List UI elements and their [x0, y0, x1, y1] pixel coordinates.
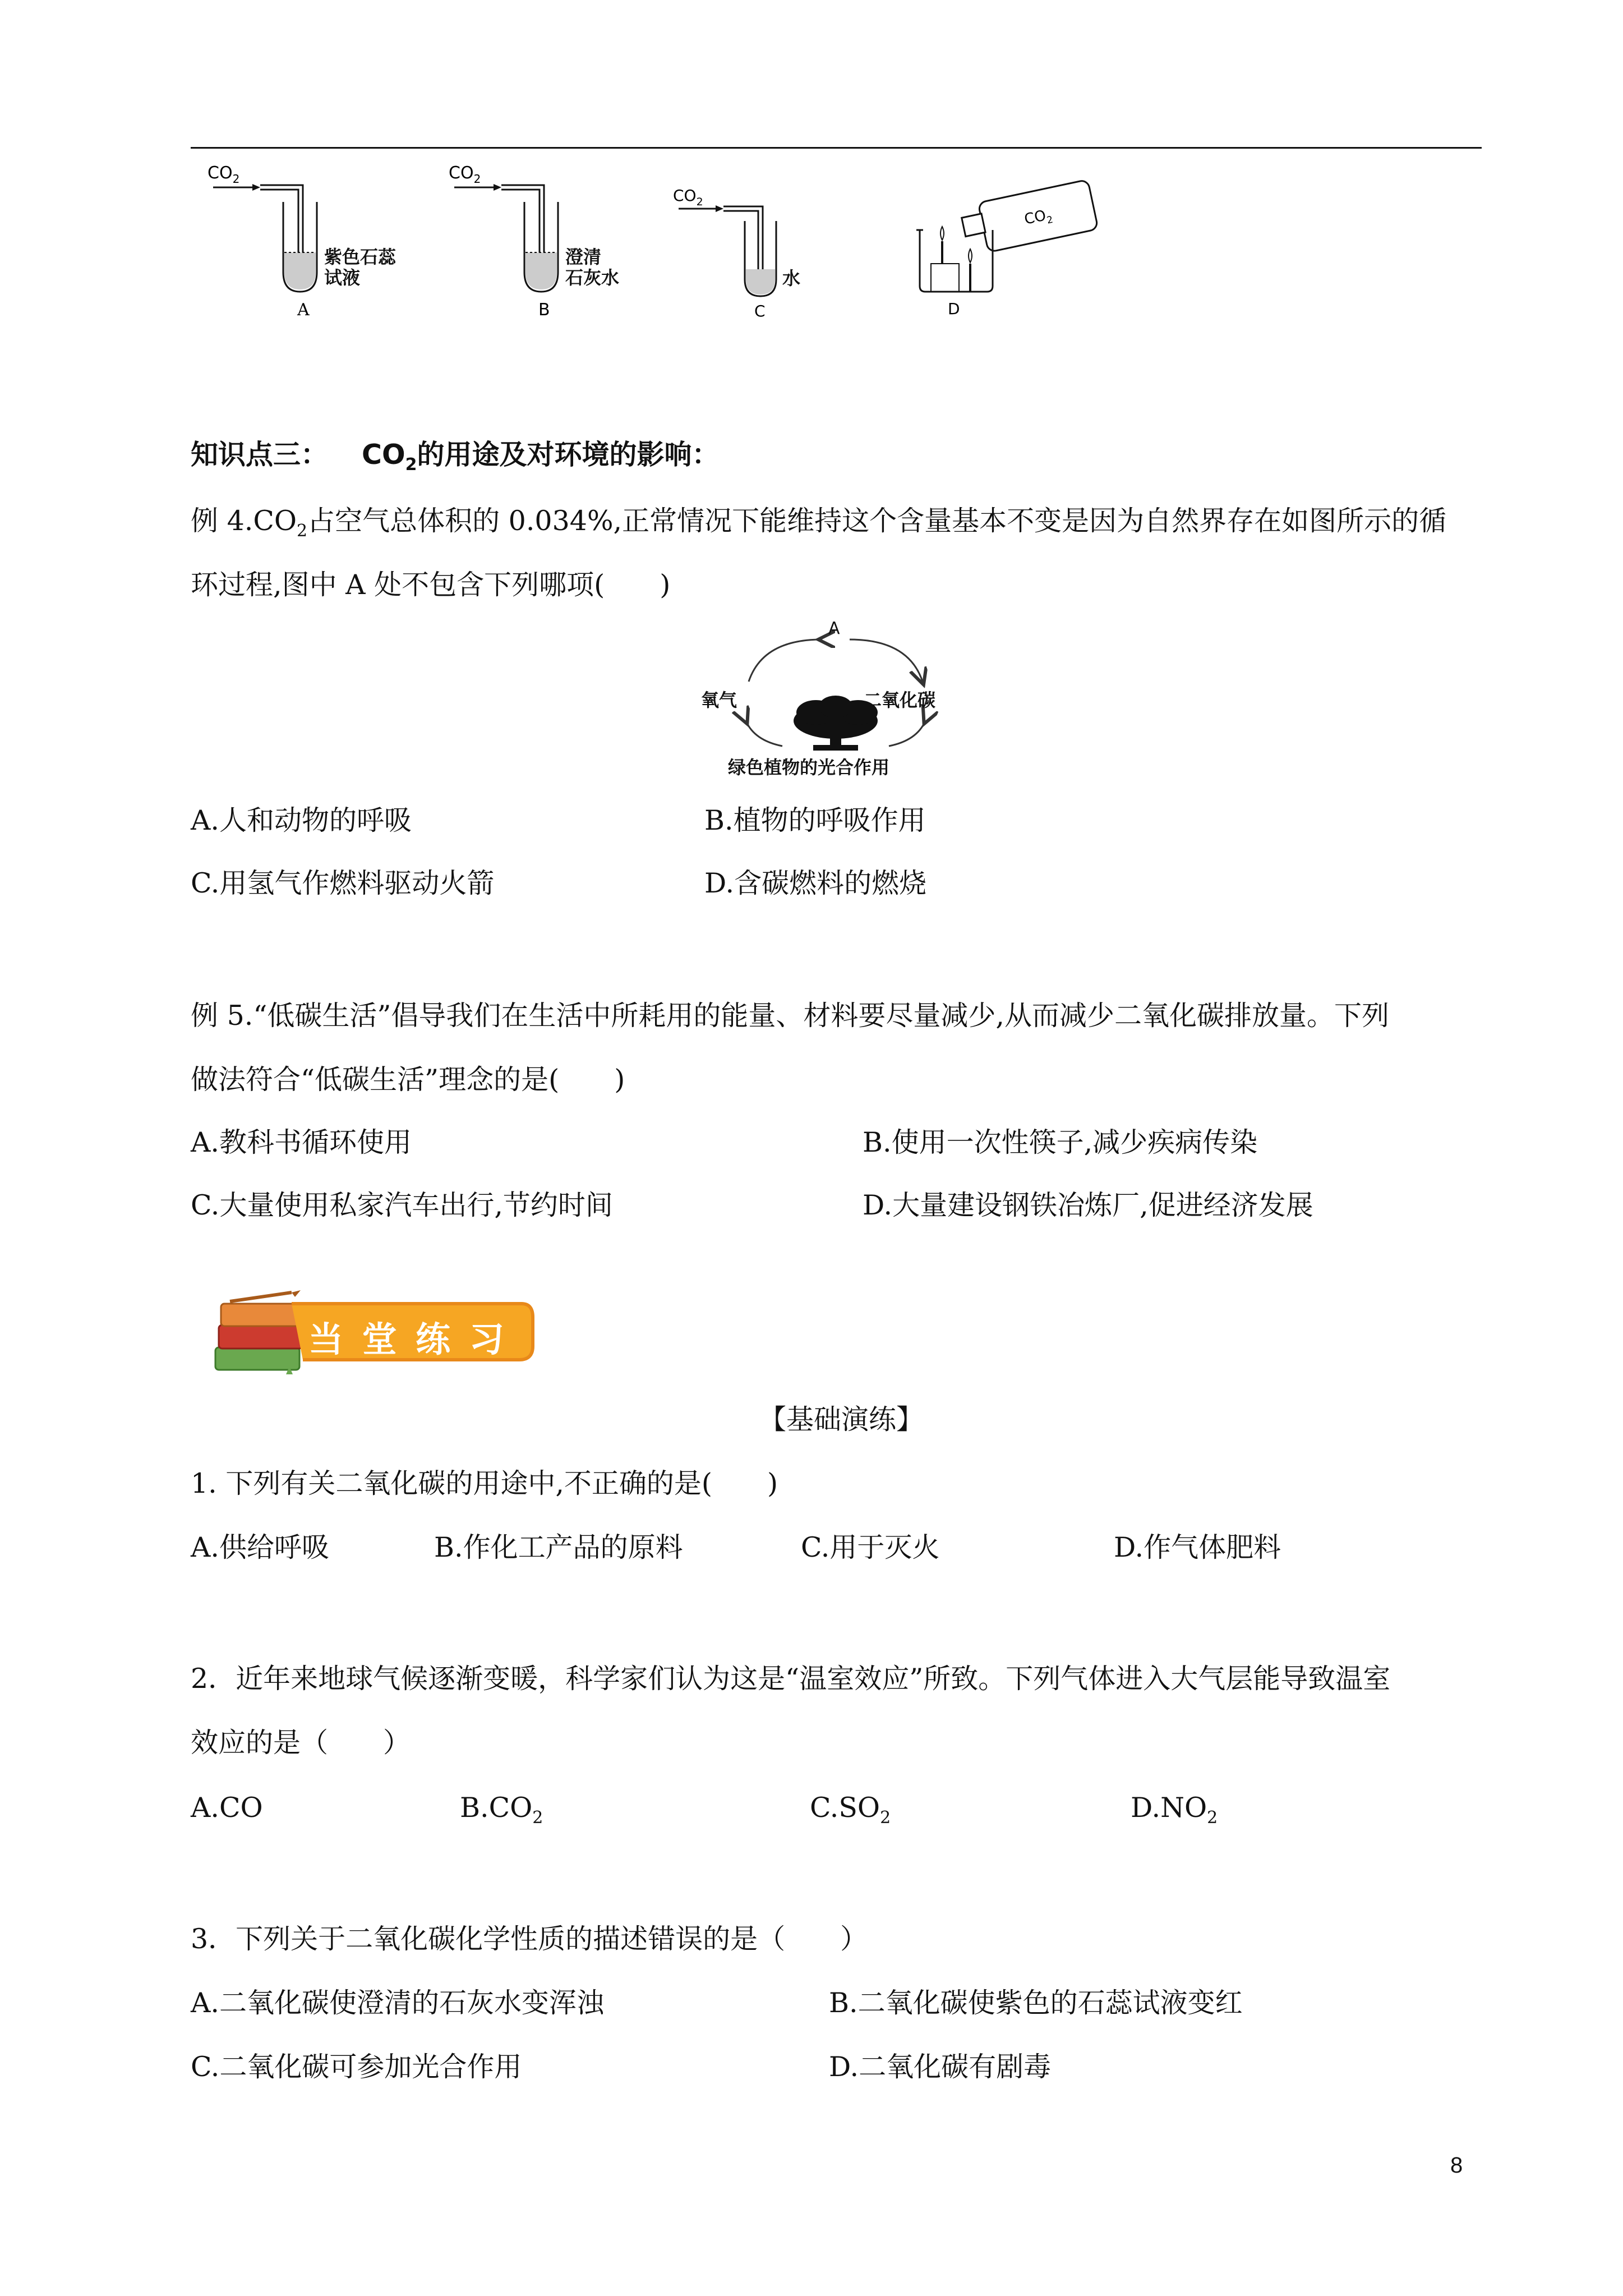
example5-line1: 例 5.“低碳生活”倡导我们在生活中所耗用的能量、材料要尽量减少,从而减少二氧化碳排放量。下列: [191, 1000, 1390, 1032]
example4-line1: [191, 507, 1446, 540]
figure-tube-c: [667, 185, 836, 322]
liquid-label-b: 澄清 石灰水: [565, 246, 620, 288]
q2-option-d: $D.NO_2$: [1131, 1792, 1218, 1828]
example5-option-d: D.大量建设钢铁冶炼厂,促进经济发展: [863, 1189, 1313, 1221]
example4-option-b: B.植物的呼吸作用: [704, 804, 926, 836]
caption-a: A: [297, 300, 310, 320]
co2-label: $CO_2$: [673, 186, 703, 208]
section-title-suffix: 的用途及对环境的影响：: [417, 439, 720, 471]
q3-stem: 3．下列关于二氧化碳化学性质的描述错误的是（ ）: [191, 1923, 868, 1955]
books-icon: [215, 1290, 303, 1374]
basics-heading: 【基础演练】: [759, 1404, 924, 1435]
q2-option-c: $C.SO_2$: [810, 1792, 891, 1828]
example5-line2: 做法符合“低碳生活”理念的是( ): [191, 1064, 625, 1096]
q3-option-d: D.二氧化碳有剧毒: [829, 2051, 1052, 2083]
example5-option-a: A.教科书循环使用: [191, 1126, 412, 1158]
q3-option-c: C.二氧化碳可参加光合作用: [191, 2051, 522, 2083]
example4-option-c: C.用氢气作燃料驱动火箭: [191, 867, 495, 899]
q1-option-d: D.作气体肥料: [1114, 1531, 1281, 1563]
q2-option-a: A.CO: [191, 1792, 263, 1824]
figure-tube-b: [443, 163, 690, 322]
section-title-sub: 2: [405, 454, 417, 475]
example4-text-a: 例 4.CO: [191, 505, 297, 537]
header-rule: [191, 147, 1482, 149]
q1-option-c: C.用于灭火: [801, 1531, 940, 1563]
carbon-cycle-diagram: [695, 619, 976, 785]
banner-title: 当 堂 练 习: [308, 1319, 508, 1360]
example4-option-d: D.含碳燃料的燃烧: [704, 867, 927, 899]
example5-option-c: C.大量使用私家汽车出行,节约时间: [191, 1189, 613, 1221]
caption-d: D: [948, 300, 960, 318]
figure-pouring-d: [909, 180, 1099, 322]
page-number: 8: [1450, 2153, 1463, 2178]
example4-text-b: 占空气总体积的 0.034%,正常情况下能维持这个含量基本不变是因为自然界存在如图所示的循: [307, 505, 1447, 537]
example4-line2: 环过程,图中 A 处不包含下列哪项( ): [191, 569, 671, 601]
liquid-label-c: 水: [782, 268, 801, 289]
cycle-left-label: 氧气: [701, 689, 737, 711]
co2-label: $CO_2$: [449, 163, 481, 186]
cycle-right-label: 二氧化碳: [864, 689, 936, 711]
section-heading: [191, 441, 720, 473]
liquid-label-a: 紫色石蕊 试液: [324, 246, 396, 288]
caption-c: C: [754, 302, 766, 320]
q3-option-a: A.二氧化碳使澄清的石灰水变浑浊: [191, 1987, 604, 2019]
figure-tube-a: [202, 163, 449, 322]
caption-b: B: [538, 300, 550, 320]
example5-option-b: B.使用一次性筷子,减少疾病传染: [863, 1126, 1258, 1158]
q1-option-a: A.供给呼吸: [191, 1531, 329, 1563]
q1-option-b: B.作化工产品的原料: [434, 1531, 683, 1563]
co2-label: $CO_2$: [1022, 207, 1054, 228]
section-label: 知识点三：: [191, 439, 329, 471]
section-title-prefix: CO: [362, 439, 405, 471]
q2-line2: 效应的是（ ）: [191, 1727, 411, 1759]
cycle-top-label: A: [828, 619, 840, 638]
q1-stem: 1. 下列有关二氧化碳的用途中,不正确的是( ): [191, 1467, 778, 1499]
example4-sub: 2: [297, 521, 308, 541]
q2-line1: 2．近年来地球气候逐渐变暖，科学家们认为这是“温室效应”所致。下列气体进入大气层能导致温室: [191, 1663, 1391, 1695]
q2-option-b: $B.CO_2$: [460, 1792, 543, 1828]
co2-label: $CO_2$: [208, 163, 240, 186]
q3-option-b: B.二氧化碳使紫色的石蕊试液变红: [829, 1987, 1243, 2019]
cycle-bottom-label: 绿色植物的光合作用: [728, 757, 890, 778]
practice-banner: [208, 1290, 544, 1380]
example4-option-a: A.人和动物的呼吸: [191, 804, 412, 836]
